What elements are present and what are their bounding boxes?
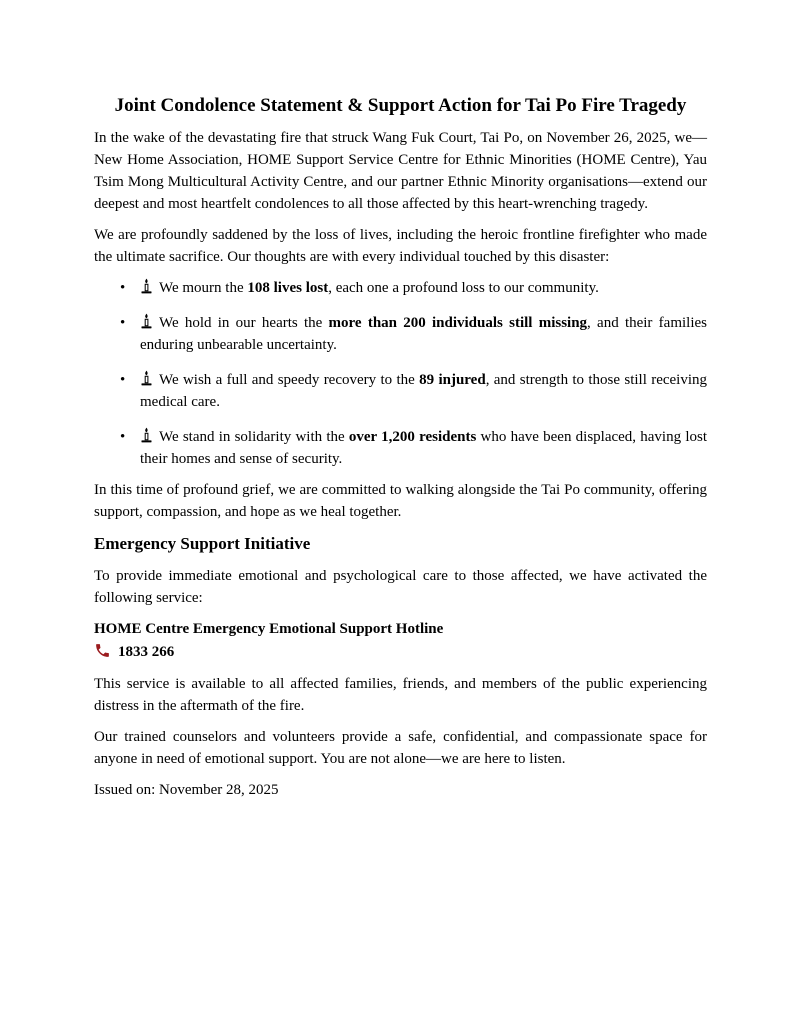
list-item-missing (94, 312, 707, 356)
phone-icon (94, 642, 111, 659)
list-item-bold: over 1,200 residents (348, 429, 477, 445)
candle-icon (140, 278, 153, 295)
list-item-text: We mourn the (159, 280, 248, 296)
list-item-text: We stand in solidarity with the (159, 429, 349, 445)
hotline-number-line (94, 640, 707, 664)
list-item-text: We wish a full and speedy recovery to the (159, 372, 420, 388)
list-item-text: , and strength to those still receiving medical care. (140, 372, 708, 410)
candle-icon (140, 427, 153, 444)
availability-paragraph: This service is available to all affected families, friends, and members of the public experiencing distress in the aftermath of the fire. (94, 676, 707, 714)
bullet-dot-icon: • (120, 280, 126, 296)
list-item-bold: more than 200 individuals still missing (328, 315, 588, 331)
bullet-dot-icon: • (120, 372, 126, 388)
hotline-block (94, 618, 707, 664)
intro-paragraph: In the wake of the devastating fire that struck Wang Fuk Court, Tai Po, on November 26, 2025, we—New Home Association, HOME Support Service Centre for Ethnic Minorities (HOME Centre), Yau Tsim Mong Multicultural Activity Centre, and our partner Ethnic Minority organisations—extend our deepest and most heartfelt condolences to all those affected by this heart-wrenching tragedy. (94, 130, 707, 212)
candle-icon (140, 313, 153, 330)
counselors-paragraph: Our trained counselors and volunteers provide a safe, confidential, and compassionate space for anyone in need of emotional support. You are not alone—we are here to listen. (94, 729, 707, 767)
hotline-name: HOME Centre Emergency Emotional Support Hotline (94, 621, 444, 637)
list-item-text: , each one a profound loss to our community. (328, 280, 599, 296)
grief-paragraph: In this time of profound grief, we are committed to walking alongside the Tai Po community, offering support, compassion, and hope as we heal together. (94, 482, 707, 520)
list-item-text: who have been displaced, having lost their homes and sense of security. (140, 429, 707, 467)
issued-date: Issued on: November 28, 2025 (94, 782, 279, 798)
list-item-injured (94, 369, 707, 413)
list-item-bold: 89 injured (419, 372, 486, 388)
bullet-dot-icon: • (120, 315, 126, 331)
list-item-lives-lost (94, 277, 707, 299)
memorial-list (94, 277, 707, 470)
hotline-number: 1833 266 (118, 644, 175, 660)
bullet-dot-icon: • (120, 429, 126, 445)
list-item-text: , and their families enduring unbearable uncertainty. (140, 315, 707, 353)
candle-icon (140, 370, 153, 387)
service-intro-paragraph: To provide immediate emotional and psychological care to those affected, we have activated the following service: (94, 568, 707, 606)
section-heading-emergency-support: Emergency Support Initiative (94, 534, 311, 553)
document-title: Joint Condolence Statement & Support Action for Tai Po Fire Tragedy (114, 95, 687, 116)
list-item-text: We hold in our hearts the (159, 315, 329, 331)
list-item-bold: 108 lives lost (247, 280, 329, 296)
list-item-displaced (94, 426, 707, 470)
saddened-paragraph: We are profoundly saddened by the loss of lives, including the heroic frontline firefighter who made the ultimate sacrifice. Our thoughts are with every individual touched by this disaster: (94, 227, 707, 265)
